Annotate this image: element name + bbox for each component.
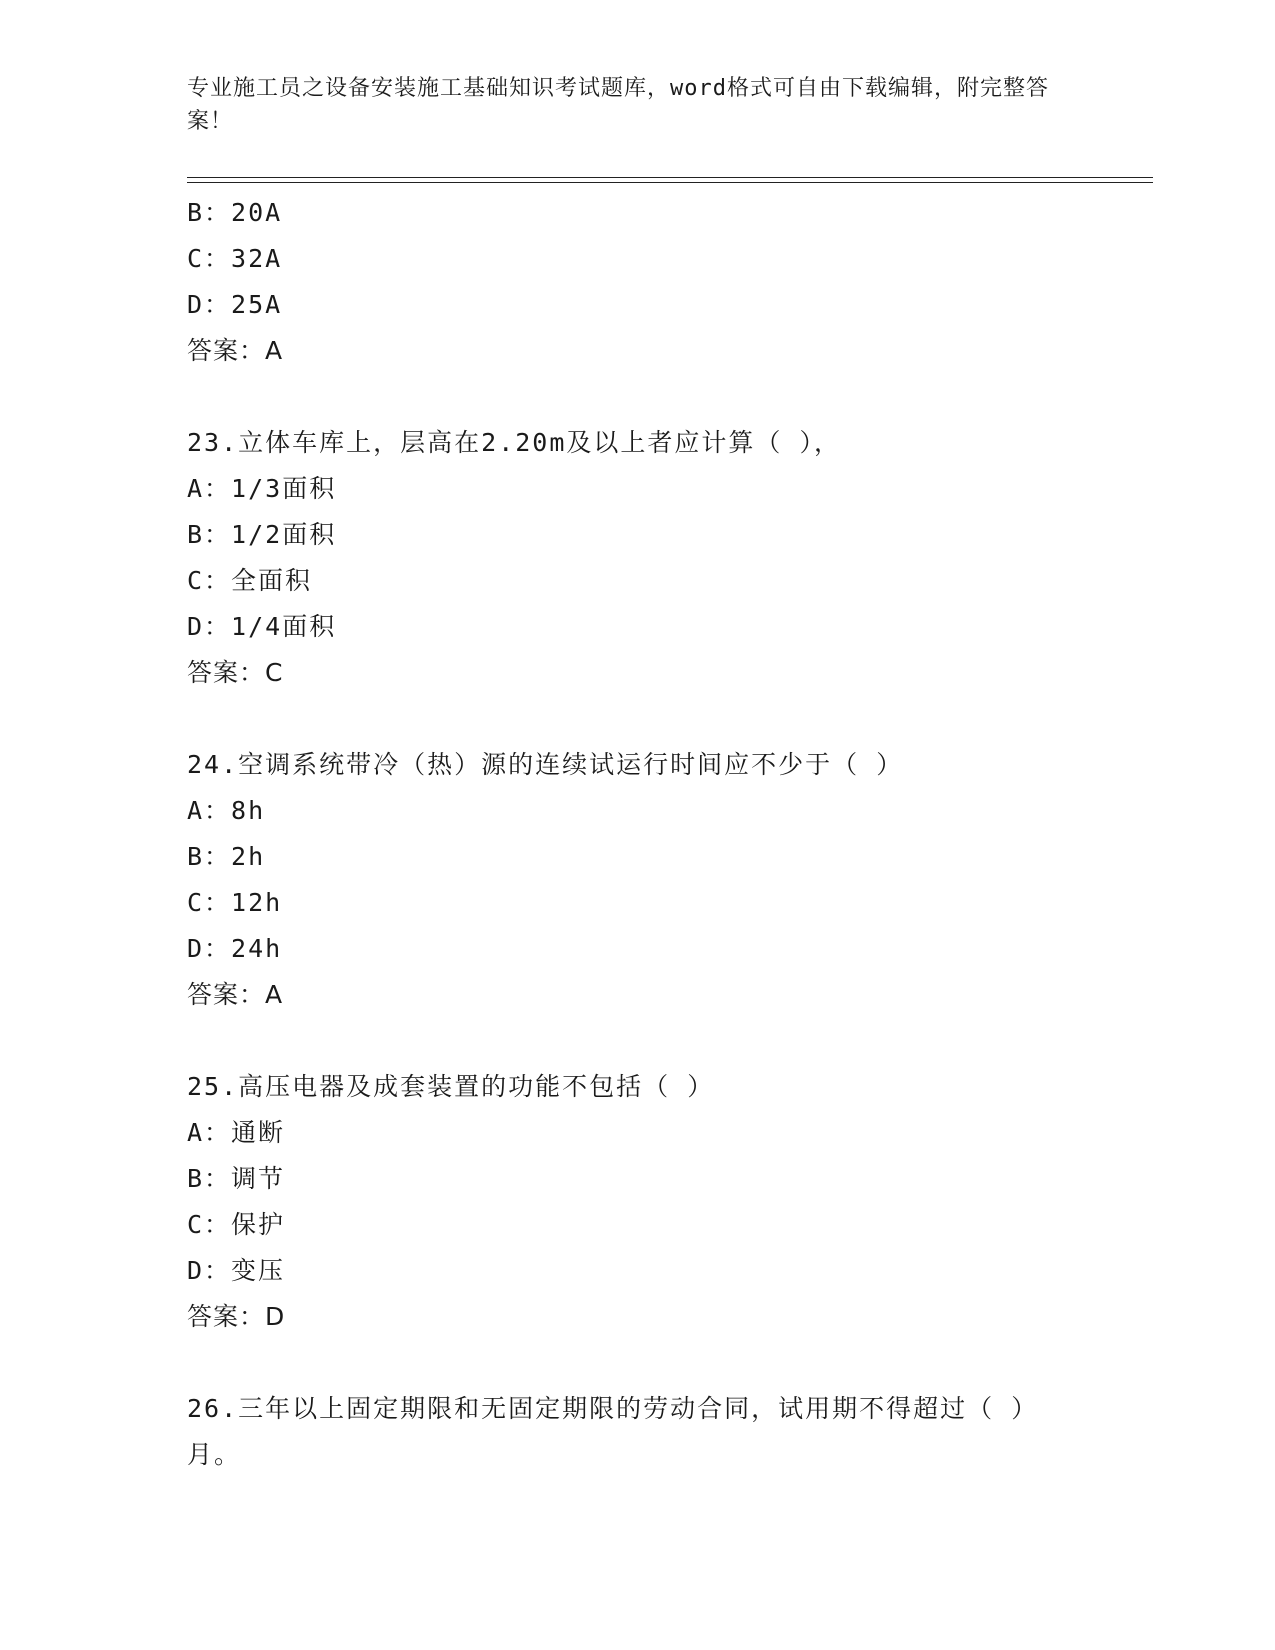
spacer: [187, 1018, 1153, 1064]
answer-line: 答案：D: [187, 1302, 286, 1331]
option-b: B：20A: [187, 198, 283, 227]
option-b: B：1/2面积: [187, 520, 337, 549]
question-block-24: [187, 742, 1153, 1018]
option-b: B：2h: [187, 842, 266, 871]
question-title: 25.高压电器及成套装置的功能不包括（ ）: [187, 1072, 715, 1101]
option-a: A：通断: [187, 1118, 286, 1147]
option-c: C：保护: [187, 1210, 286, 1239]
spacer: [187, 374, 1153, 420]
option-a: A：8h: [187, 796, 266, 825]
header-rule-top: [187, 177, 1153, 178]
option-a: A：1/3面积: [187, 474, 337, 503]
spacer: [187, 1340, 1153, 1386]
option-c: C：32A: [187, 244, 283, 273]
answer-line: 答案：A: [187, 336, 284, 365]
option-d: D：25A: [187, 290, 283, 319]
document-header: 专业施工员之设备安装施工基础知识考试题库，word格式可自由下载编辑，附完整答案！: [187, 76, 1049, 134]
question-block-26: [187, 1386, 1153, 1478]
question-title: 24.空调系统带冷（热）源的连续试运行时间应不少于（ ）: [187, 750, 904, 779]
option-d: D：1/4面积: [187, 612, 337, 641]
question-title: 23.立体车库上，层高在2.20m及以上者应计算（ ），: [187, 428, 841, 457]
question-content: [187, 190, 1153, 1478]
answer-line: 答案：A: [187, 980, 284, 1009]
option-d: D：24h: [187, 934, 283, 963]
question-block-22-partial: [187, 190, 1153, 374]
option-b: B：调节: [187, 1164, 286, 1193]
option-c: C：全面积: [187, 566, 313, 595]
header-rule-bottom: [187, 182, 1153, 183]
question-block-25: [187, 1064, 1153, 1340]
question-title: 26.三年以上固定期限和无固定期限的劳动合同，试用期不得超过（ ）月。: [187, 1394, 1039, 1469]
spacer: [187, 696, 1153, 742]
option-c: C：12h: [187, 888, 283, 917]
question-block-23: [187, 420, 1153, 696]
answer-line: 答案：C: [187, 658, 284, 687]
option-d: D：变压: [187, 1256, 286, 1285]
